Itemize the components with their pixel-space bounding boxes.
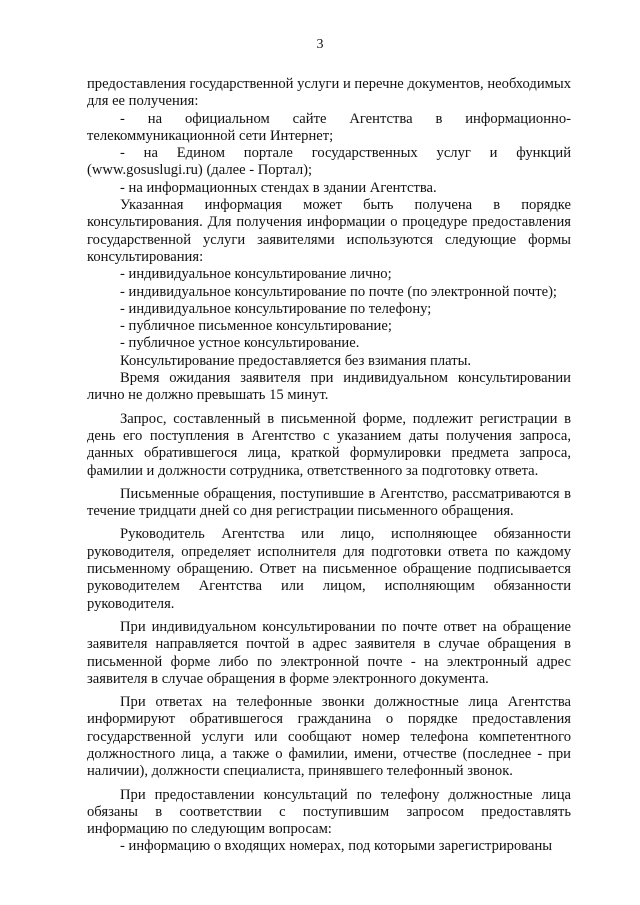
paragraph: Запрос, составленный в письменной форме, подлежит регистрации в день его поступления в Агентство с указанием даты получения запроса, данных обратившегося лица, краткой формулировки предмета запроса, фамилии и должности сотрудника, ответственного за подготовку ответа. (87, 410, 571, 479)
paragraph: предоставления государственной услуги и перечне документов, необходимых для ее получения: (87, 76, 571, 110)
list-item: - публичное устное консультирование. (120, 335, 360, 352)
list-item: - индивидуальное консультирование по почте (по электронной почте); (120, 283, 557, 300)
document-body (87, 76, 571, 856)
list-item: - на официальном сайте Агентства в информационно-телекоммуникационной сети Интернет; (87, 110, 571, 144)
paragraph: Руководитель Агентства или лицо, исполняющее обязанности руководителя, определяет исполнителя для подготовки ответа по каждому письменному обращению. Ответ на письменное обращение подписывается руководителем Агентства или лицом, исполняющим обязанности руководителя. (87, 526, 571, 612)
list-item: - на информационных стендах в здании Агентства. (120, 179, 437, 196)
paragraph: Время ожидания заявителя при индивидуальном консультировании лично не должно превышать 15 минут. (87, 370, 571, 404)
paragraph: При индивидуальном консультировании по почте ответ на обращение заявителя направляется почтой в адрес заявителя в случае обращения в письменной форме либо по электронной почте - на электронный адрес заявителя в случае обращения в форме электронного документа. (87, 618, 571, 687)
list-item: - публичное письменное консультирование; (120, 318, 392, 335)
list-item: - информацию о входящих номерах, под которыми зарегистрированы (120, 838, 553, 855)
paragraph: Указанная информация может быть получена в порядке консультирования. Для получения информации о процедуре предоставления государственной услуги заявителями используются следующие формы консультирования: (87, 197, 571, 265)
list-item: - индивидуальное консультирование по телефону; (120, 300, 432, 317)
paragraph: Консультирование предоставляется без взимания платы. (120, 352, 472, 369)
paragraph: Письменные обращения, поступившие в Агентство, рассматриваются в течение тридцати дней со дня регистрации письменного обращения. (87, 485, 571, 520)
list-item: - индивидуальное консультирование лично; (120, 266, 392, 283)
paragraph: При предоставлении консультаций по телефону должностные лица обязаны в соответствии с поступившим запросом предоставлять информацию по следующим вопросам: (87, 786, 571, 838)
list-item: - на Едином портале государственных услуг и функций (www.gosuslugi.ru) (далее - Портал); (87, 145, 571, 179)
page-number: 3 (316, 37, 324, 52)
paragraph: При ответах на телефонные звонки должностные лица Агентства информируют обратившегося гражданина о порядке предоставления государственной услуги или сообщают номер телефона компетентного должностного лица, а также о фамилии, имени, отчестве (последнее - при наличии), должности специалиста, принявшего телефонный звонок. (87, 694, 571, 780)
